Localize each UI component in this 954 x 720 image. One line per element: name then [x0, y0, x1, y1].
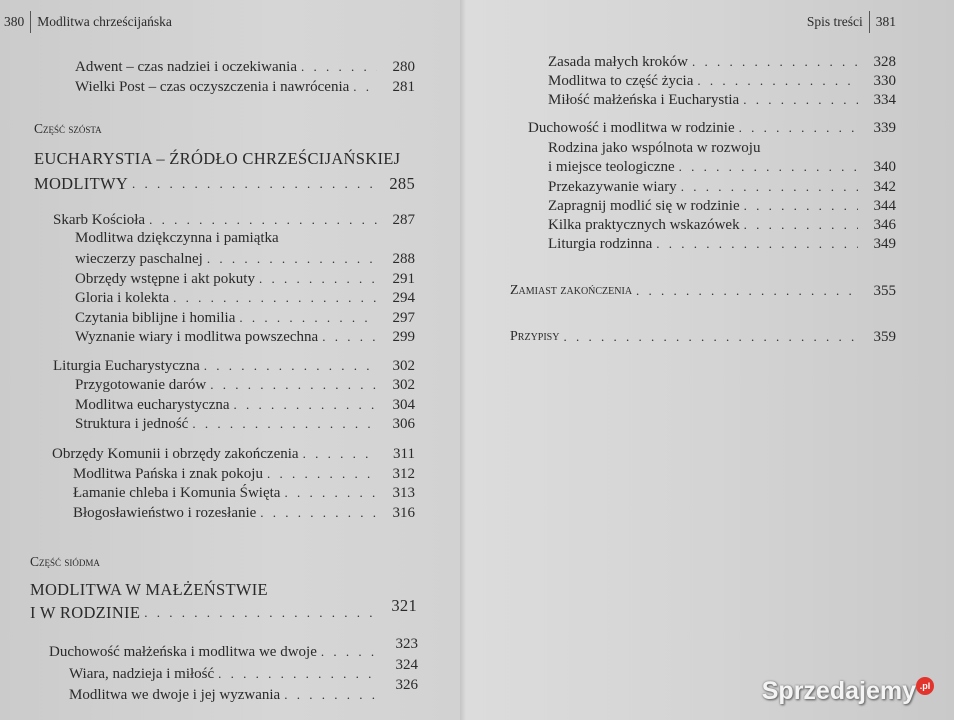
- part-title: MODLITWA W MAŁŻEŃSTWIE: [30, 580, 268, 599]
- entry-title: i miejsce teologiczne: [548, 159, 675, 175]
- dot-leader: [218, 665, 380, 683]
- entry-title: Kilka praktycznych wskazówek: [548, 217, 740, 233]
- dot-leader: [267, 465, 377, 483]
- entry-page-number: 304: [392, 397, 415, 413]
- entry-page-number: 326: [395, 677, 418, 693]
- toc-entry: [73, 504, 415, 522]
- entry-title: Gloria i kolekta: [75, 290, 170, 306]
- entry-title: Modlitwa to część życia: [548, 73, 694, 89]
- right-running-header: [807, 11, 896, 33]
- entry-page-number: 291: [392, 271, 415, 287]
- toc-entry: [75, 250, 415, 268]
- toc-entry: [73, 484, 415, 502]
- header-divider: [869, 11, 870, 33]
- dot-leader: [260, 504, 377, 522]
- entry-title: Liturgia rodzinna: [548, 236, 653, 252]
- entry-title: Wyznanie wiary i modlitwa powszechna: [75, 329, 319, 345]
- entry-page-number: 340: [873, 159, 896, 175]
- entry-title: Duchowość małżeńska i modlitwa we dwoje: [49, 644, 317, 660]
- toc-entry: [73, 465, 415, 483]
- dot-leader: [353, 78, 377, 96]
- entry-page-number: 334: [873, 92, 896, 108]
- dot-leader: [284, 484, 377, 502]
- dot-leader: [284, 686, 380, 704]
- dot-leader: [697, 72, 858, 90]
- entry-title: MODLITWY: [34, 174, 129, 193]
- entry-page-number: 294: [392, 290, 415, 306]
- toc-entry: [52, 445, 415, 463]
- entry-page-number: 297: [392, 310, 415, 326]
- entry-page-number: 324: [395, 657, 418, 673]
- toc-entry: [75, 270, 415, 288]
- toc-entry: [528, 119, 896, 137]
- dot-leader: [144, 604, 379, 622]
- entry-page-number: 321: [391, 596, 417, 615]
- toc-entry: [548, 158, 896, 176]
- toc-entry: [548, 178, 896, 196]
- toc-entry-line: Modlitwa dziękczynna i pamiątka: [75, 230, 279, 246]
- entry-title: Obrzędy wstępne i akt pokuty: [75, 271, 255, 287]
- toc-entry: [30, 596, 417, 622]
- entry-title: Przypisy: [510, 329, 560, 344]
- part-label: Część siódma: [30, 554, 100, 569]
- entry-page-number: 339: [873, 120, 896, 136]
- toc-entry: [75, 58, 415, 76]
- entry-page-number: 328: [873, 54, 896, 70]
- toc-entry: [548, 72, 896, 90]
- running-title: Modlitwa chrześcijańska: [37, 14, 172, 29]
- toc-entry: [75, 396, 415, 414]
- entry-title: wieczerzy paschalnej: [75, 251, 203, 267]
- entry-title: Wiara, nadzieja i miłość: [69, 666, 215, 682]
- dot-leader: [149, 211, 377, 229]
- dot-leader: [210, 376, 377, 394]
- watermark-logo: Sprzedajemy .pl: [762, 677, 934, 706]
- entry-page-number: 299: [392, 329, 415, 345]
- dot-leader: [192, 415, 377, 433]
- dot-leader: [301, 58, 377, 76]
- entry-title: Zamiast zakończenia: [510, 283, 633, 298]
- entry-page-number: 311: [393, 446, 415, 462]
- dot-leader: [743, 91, 858, 109]
- entry-title: Struktura i jedność: [75, 416, 189, 432]
- entry-page-number: 281: [392, 79, 415, 95]
- entry-title: Błogosławieństwo i rozesłanie: [73, 505, 257, 521]
- entry-page-number: 302: [392, 377, 415, 393]
- dot-leader: [234, 396, 377, 414]
- toc-entry: [75, 415, 415, 433]
- entry-page-number: 312: [392, 466, 415, 482]
- dot-leader: [679, 158, 858, 176]
- dot-leader: [681, 178, 858, 196]
- toc-entry: [548, 216, 896, 234]
- entry-title: Duchowość i modlitwa w rodzinie: [528, 120, 735, 136]
- toc-entry: [34, 175, 415, 193]
- dot-leader: [744, 197, 858, 215]
- part-title: EUCHARYSTIA – ŹRÓDŁO CHRZEŚCIJAŃSKIEJ: [34, 149, 401, 168]
- toc-entry: [75, 78, 415, 96]
- entry-page-number: 313: [392, 485, 415, 501]
- entry-title: Przekazywanie wiary: [548, 179, 677, 195]
- entry-page-number: 280: [392, 59, 415, 75]
- toc-entry-line: Rodzina jako wspólnota w rozwoju: [548, 140, 761, 156]
- entry-page-number: 323: [395, 636, 418, 652]
- entry-title: Modlitwa we dwoje i jej wyzwania: [69, 687, 281, 703]
- toc-entry: [75, 376, 415, 394]
- entry-page-number: 355: [873, 283, 896, 299]
- entry-page-number: 306: [392, 416, 415, 432]
- entry-page-number: 342: [873, 179, 896, 195]
- entry-title: Czytania biblijne i homilia: [75, 310, 236, 326]
- toc-entry: [75, 328, 415, 346]
- entry-page-number: 344: [873, 198, 896, 214]
- entry-page-number: 359: [873, 329, 896, 345]
- entry-page-number: 346: [873, 217, 896, 233]
- entry-title: Miłość małżeńska i Eucharystia: [548, 92, 740, 108]
- entry-page-number: 288: [392, 251, 415, 267]
- right-page: [466, 0, 954, 720]
- entry-page-number: 349: [873, 236, 896, 252]
- dot-leader: [132, 175, 377, 193]
- toc-entry: [510, 282, 896, 300]
- dot-leader: [303, 445, 377, 463]
- entry-title: Zasada małych kroków: [548, 54, 688, 70]
- dot-leader: [173, 289, 377, 307]
- dot-leader: [636, 282, 858, 300]
- dot-leader: [239, 309, 377, 327]
- toc-entry: [69, 677, 418, 704]
- header-divider: [30, 11, 31, 33]
- dot-leader: [563, 328, 858, 346]
- toc-entry: [548, 235, 896, 253]
- dot-leader: [204, 357, 377, 375]
- entry-page-number: 285: [389, 174, 415, 193]
- entry-title: Obrzędy Komunii i obrzędy zakończenia: [52, 446, 299, 462]
- page-number: 380: [4, 14, 25, 29]
- page-number: 381: [875, 14, 896, 29]
- dot-leader: [656, 235, 858, 253]
- entry-title: Modlitwa Pańska i znak pokoju: [73, 466, 263, 482]
- entry-title: Liturgia Eucharystyczna: [53, 358, 200, 374]
- toc-entry: [548, 91, 896, 109]
- entry-title: Modlitwa eucharystyczna: [75, 397, 230, 413]
- dot-leader: [207, 250, 377, 268]
- toc-entry: [75, 289, 415, 307]
- toc-entry: [53, 357, 415, 375]
- part-label: Część szósta: [34, 121, 102, 136]
- toc-entry: [548, 53, 896, 71]
- toc-entry: [510, 328, 896, 346]
- dot-leader: [321, 643, 380, 661]
- toc-entry: [75, 309, 415, 327]
- entry-title: Przygotowanie darów: [75, 377, 207, 393]
- dot-leader: [692, 53, 858, 71]
- dot-leader: [739, 119, 858, 137]
- dot-leader: [744, 216, 858, 234]
- dot-leader: [259, 270, 377, 288]
- entry-page-number: 316: [392, 505, 415, 521]
- running-title: Spis treści: [806, 14, 863, 29]
- left-page: [0, 0, 463, 720]
- toc-entry: [49, 636, 418, 661]
- entry-title: Wielki Post – czas oczyszczenia i nawrócenia: [75, 79, 350, 95]
- toc-entry: [548, 197, 896, 215]
- left-running-header: [4, 11, 172, 33]
- entry-page-number: 287: [392, 212, 415, 228]
- dot-leader: [322, 328, 377, 346]
- toc-entry: [53, 211, 415, 229]
- entry-title: Łamanie chleba i Komunia Święta: [73, 485, 281, 501]
- entry-page-number: 302: [392, 358, 415, 374]
- entry-title: Adwent – czas nadziei i oczekiwania: [75, 59, 297, 75]
- entry-page-number: 330: [873, 73, 896, 89]
- entry-title: I W RODZINIE: [30, 603, 141, 622]
- toc-entry: [69, 657, 418, 683]
- entry-title: Skarb Kościoła: [53, 212, 146, 228]
- entry-title: Zapragnij modlić się w rodzinie: [548, 198, 740, 214]
